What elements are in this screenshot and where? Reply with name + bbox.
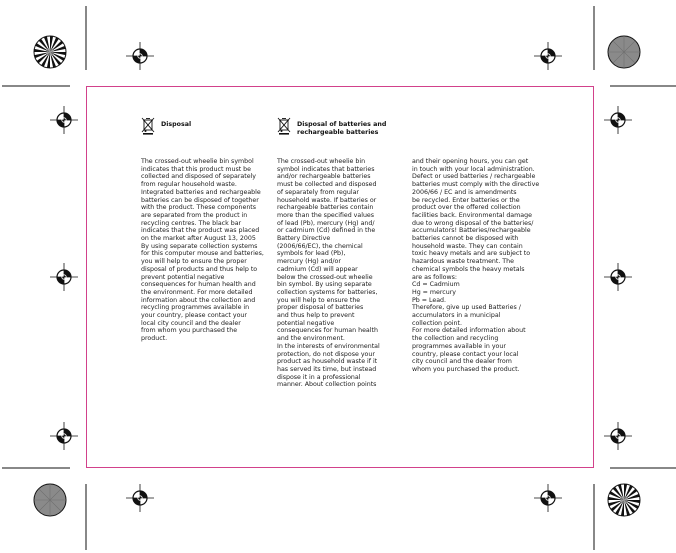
gray-calibration-disk bbox=[608, 36, 640, 68]
batteries-body-1: The crossed-out wheelie bin symbol indicates that batteries and/or rechargeable batteries must be collected and disposed of separately from regular household waste. If batteries or rechargeable batteries contain more than the specified values of lead (Pb), mercury (Hg) and/ or cadmium (Cd) defined in the Battery Directive (2006/66/EC), the chemical symbols for lead (Pb), mercury (Hg) and/or cadmium (Cd) will appear below the crossed-out wheelie bin symbol. By using separate collection systems for batteries, you will help to ensure the proper disposal of batteries and thus help to prevent potential negative consequences for human health and the environment. In the interests of environmental protection, do not dispose your product as household waste if it has served its time, but instead dispose it in a professional manner. About collection points bbox=[277, 158, 380, 389]
registration-mark bbox=[126, 42, 154, 70]
starburst-target bbox=[34, 36, 66, 68]
registration-mark bbox=[604, 422, 632, 450]
registration-mark bbox=[50, 263, 78, 291]
batteries-column-2 bbox=[412, 158, 552, 374]
registration-mark bbox=[534, 42, 562, 70]
batteries-column-1 bbox=[277, 158, 395, 389]
batteries-title: Disposal of batteries and rechargeable batteries bbox=[297, 121, 387, 136]
disposal-column bbox=[141, 158, 269, 343]
registration-mark bbox=[126, 484, 154, 512]
batteries-body-2: and their opening hours, you can get in touch with your local administration. Defect or used batteries / rechargeable batteries must comply with the directive 2006/66 / EC and is amendments be recycled. Enter batteries or the product over the offered collection facilities back. Environmental damage due to wrong disposal of the batteries/ accumulators! Batteries/rechargeable batteries cannot be disposed with household waste. They can contain toxic heavy metals and are subject to hazardous waste treatment. The chemical symbols the heavy metals are as follows: Cd = Cadmium Hg = mercury Pb = Lead. Therefore, give up used Batteries / accumulators in a municipal collection point. For more detailed information about the collection and recycling programmes available in your country, please contact your local city council and the dealer from whom you purchased the product. bbox=[412, 158, 540, 373]
registration-mark bbox=[50, 106, 78, 134]
crossed-out-wheelie-bin-icon bbox=[277, 117, 291, 135]
crossed-out-wheelie-bin-icon bbox=[141, 117, 155, 135]
registration-mark bbox=[604, 106, 632, 134]
registration-mark bbox=[534, 484, 562, 512]
batteries-heading bbox=[277, 117, 386, 136]
disposal-heading bbox=[141, 117, 191, 135]
gray-calibration-disk bbox=[34, 484, 66, 516]
trim-box bbox=[86, 86, 594, 468]
disposal-body: The crossed-out wheelie bin symbol indicates that this product must be collected and disposed of separately from regular household waste. Integrated batteries and rechargeable batteries can be disposed of together with the product. These components are separated from the product in recycling centres. The black bar indicates that the product was placed on the market after August 13, 2005 By using separate collection systems for this computer mouse and batteries, you will help to ensure the proper disposal of products and thus help to prevent potential negative consequences for human health and the environment. For more detailed information about the collection and recycling programmes available in your country, please contact your local city council and the dealer from whom you purchased the product. bbox=[141, 158, 264, 343]
registration-mark bbox=[604, 263, 632, 291]
registration-mark bbox=[50, 422, 78, 450]
starburst-target bbox=[608, 484, 640, 516]
disposal-title: Disposal bbox=[161, 121, 192, 128]
